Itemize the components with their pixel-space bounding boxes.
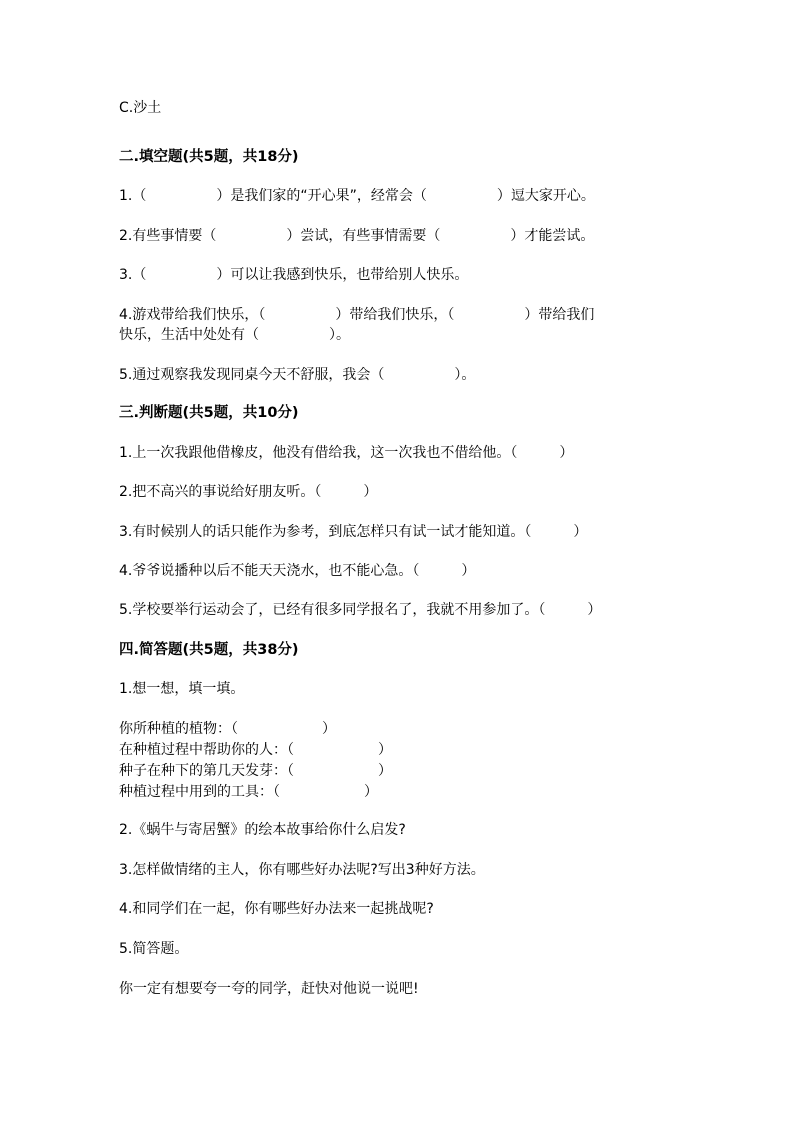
option-c: C.沙土 xyxy=(119,100,162,116)
section-3-heading: 三.判断题(共5题，共10分) xyxy=(119,405,299,421)
judge-question-4: 4.爷爷说播种以后不能天天浇水，也不能心急。（ ） xyxy=(119,563,476,579)
section-2-heading: 二.填空题(共5题，共18分) xyxy=(119,149,299,165)
short-question-4: 4.和同学们在一起，你有哪些好办法来一起挑战呢? xyxy=(119,901,434,917)
short-question-5: 5.简答题。 xyxy=(119,941,189,957)
fill-question-4-line-1: 4.游戏带给我们快乐，（ ）带给我们快乐，（ ）带给我们 xyxy=(119,307,595,323)
fill-question-1: 1.（ ）是我们家的“开心果”，经常会（ ）逗大家开心。 xyxy=(119,188,595,204)
section-4-heading: 四.简答题(共5题，共38分) xyxy=(119,642,299,658)
judge-question-3: 3.有时候别人的话只能作为参考，到底怎样只有试一试才能知道。（ ） xyxy=(119,524,588,540)
short-question-1: 1.想一想，填一填。 xyxy=(119,681,245,697)
judge-question-5: 5.学校要举行运动会了，已经有很多同学报名了，我就不用参加了。（ ） xyxy=(119,602,602,618)
short-question-1-line: 在种植过程中帮助你的人：（ ） xyxy=(119,742,392,758)
short-question-1-line: 种植过程中用到的工具：（ ） xyxy=(119,784,378,800)
short-question-3: 3.怎样做情绪的主人，你有哪些好办法呢?写出3种好方法。 xyxy=(119,862,485,878)
short-question-1-line: 你所种植的植物：（ ） xyxy=(119,721,336,737)
judge-question-2: 2.把不高兴的事说给好朋友听。（ ） xyxy=(119,484,378,500)
short-question-2: 2.《蜗牛与寄居蟹》的绘本故事给你什么启发? xyxy=(119,822,406,838)
fill-question-5: 5.通过观察我发现同桌今天不舒服，我会（ ）。 xyxy=(119,367,476,383)
fill-question-4-line-2: 快乐，生活中处处有（ ）。 xyxy=(119,327,350,343)
fill-question-3: 3.（ ）可以让我感到快乐，也带给别人快乐。 xyxy=(119,267,469,283)
short-question-5-prompt: 你一定有想要夸一夸的同学，赶快对他说一说吧! xyxy=(119,981,419,997)
short-question-1-line: 种子在种下的第几天发芽：（ ） xyxy=(119,763,392,779)
judge-question-1: 1.上一次我跟他借橡皮，他没有借给我，这一次我也不借给他。（ ） xyxy=(119,445,574,461)
fill-question-2: 2.有些事情要（ ）尝试，有些事情需要（ ）才能尝试。 xyxy=(119,228,595,244)
